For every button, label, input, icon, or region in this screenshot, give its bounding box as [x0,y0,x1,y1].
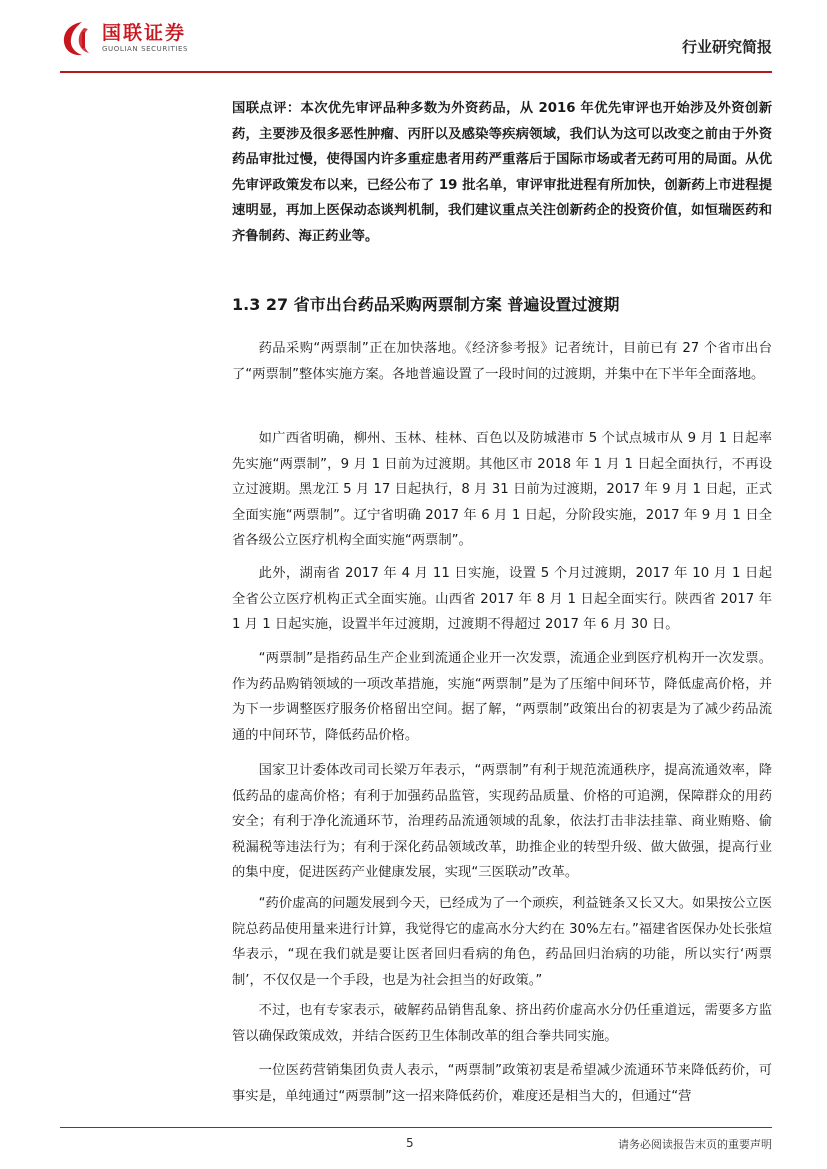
body-paragraph: 不过，也有专家表示，破解药品销售乱象、挤出药价虚高水分仍任重道远，需要多方监管以确保政策成效，并结合医药卫生体制改革的组合拳共同实施。 [232,1003,772,1044]
page-number: 5 [406,1136,414,1150]
section-heading: 1.3 27 省市出台药品采购两票制方案 普遍设置过渡期 [232,295,620,314]
report-type-label: 行业研究简报 [681,38,772,56]
body-paragraph: 药品采购“两票制”正在加快落地。《经济参考报》记者统计，目前已有 27 个省市出台了“两票制”整体实施方案。各地普遍设置了一段时间的过渡期，并集中在下半年全面落地。 [232,341,772,382]
body-paragraph: 一位医药营销集团负责人表示，“两票制”政策初衷是希望减少流通环节来降低药价，可事实是，单纯通过“两票制”这一招来降低药价，难度还是相当大的，但通过“营 [232,1063,772,1104]
analyst-commentary: 国联点评：本次优先审评品种多数为外资药品，从 2016 年优先审评也开始涉及外资创新药，主要涉及很多恶性肿瘤、丙肝以及感染等疾病领域，我们认为这可以改变之前由于外资药品审批过慢，使得国内许多重症患者用药严重落后于国际市场或者无药可用的局面。从优先审评政策发布以来，已经公布了 19 批名单，审评审批进程有所加快，创新药上市进程提速明显，再加上医保动态谈判机制，我们建议重点关注创新药企的投资价值，如恒瑞医药和齐鲁制药、海正药业等。 [232,101,772,244]
footer-disclaimer: 请务必阅读报告末页的重要声明 [618,1138,772,1151]
logo-chinese-name: 国联证券 [102,22,187,44]
body-paragraph: 此外，湖南省 2017 年 4 月 11 日实施，设置 5 个月过渡期，2017 年 10 月 1 日起全省公立医疗机构正式全面实施。山西省 2017 年 8 月 1 日起全面实行。陕西省 2017 年 1 月 1 日起实施，设置半年过渡期，过渡期不得超过 2017 年 6 月 30 日。 [232,566,772,632]
header-divider [60,71,772,73]
body-paragraph: 国家卫计委体改司司长梁万年表示，“两票制”有利于规范流通秩序，提高流通效率，降低药品的虚高价格；有利于加强药品监管，实现药品质量、价格的可追溯，保障群众的用药安全；有利于净化流通环节，治理药品流通领域的乱象，依法打击非法挂靠、商业贿赂、偷税漏税等违法行为；有利于深化药品领域改革，助推企业的转型升级、做大做强，提高行业的集中度，促进医药产业健康发展，实现“三医联动”改革。 [232,763,772,880]
guolian-logo-icon [60,18,96,58]
body-paragraph: “药价虚高的问题发展到今天，已经成为了一个顽疾，利益链条又长又大。如果按公立医院总药品使用量来进行计算，我觉得它的虚高水分大约在 30%左右。”福建省医保办处长张煊华表示，“现在我们就是要让医者回归看病的角色，药品回归治病的功能，所以实行‘两票制’，不仅仅是一个手段，也是为社会担当的好政策。” [232,896,772,988]
body-paragraph: 如广西省明确，柳州、玉林、桂林、百色以及防城港市 5 个试点城市从 9 月 1 日起率先实施“两票制”，9 月 1 日前为过渡期。其他区市 2018 年 1 月 1 日起全面执行，不再设立过渡期。黑龙江 5 月 17 日起执行，8 月 31 日前为过渡期，2017 年 9 月 1 日起，正式全面实施“两票制”。辽宁省明确 2017 年 6 月 1 日起，分阶段实施，2017 年 9 月 1 日全省各级公立医疗机构全面实施“两票制”。 [232,431,772,548]
logo-english-name: GUOLIAN SECURITIES [102,45,189,53]
brand-logo [60,18,188,58]
page-header [60,18,772,68]
footer-divider [60,1127,772,1128]
body-paragraph: “两票制”是指药品生产企业到流通企业开一次发票，流通企业到医疗机构开一次发票。作为药品购销领域的一项改革措施，实施“两票制”是为了压缩中间环节，降低虚高价格，并为下一步调整医疗服务价格留出空间。据了解，“两票制”政策出台的初衷是为了减少药品流通的中间环节，降低药品价格。 [232,651,772,743]
